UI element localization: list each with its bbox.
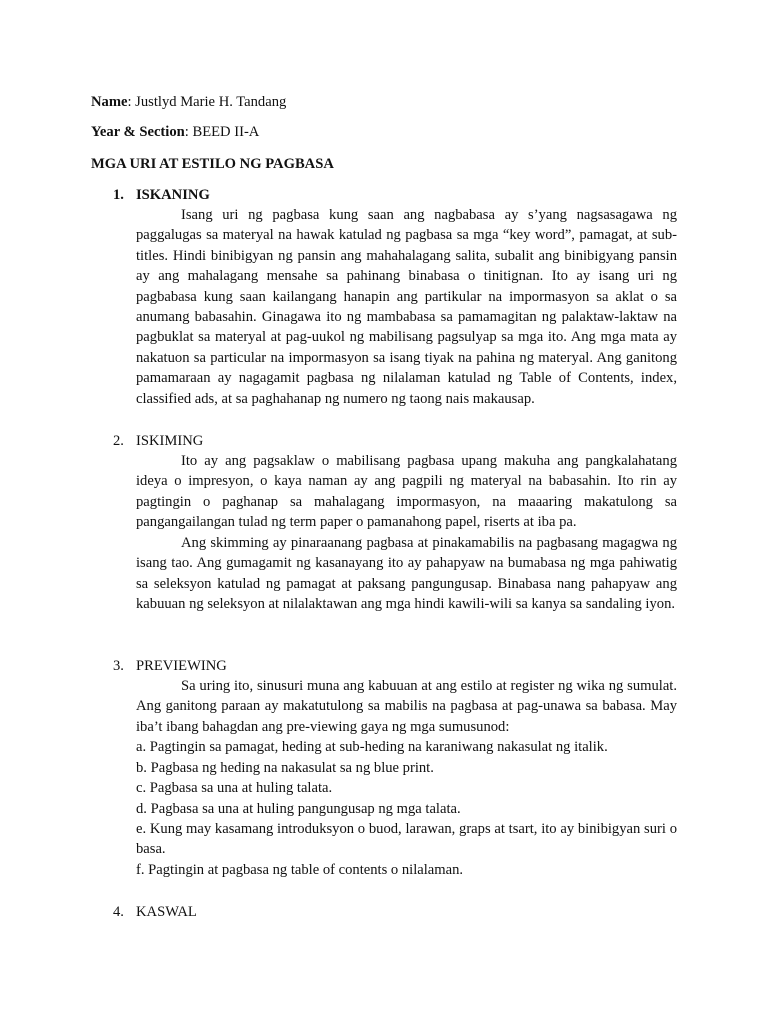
section-paragraph: Sa uring ito, sinusuri muna ang kabuuan at ang estilo at register ng wika ng sumulat. Ang ganitong paraan ay makatutulong sa mabilis na pagbasa at pag-unawa sa babasa. May iba’t ibang bahagdan ang pre-viewing gaya ng mga sumusunod: bbox=[136, 678, 677, 735]
name-label: Name bbox=[91, 94, 128, 110]
year-section-label: Year & Section bbox=[91, 124, 185, 140]
section-title-previewing: PREVIEWING bbox=[136, 658, 227, 674]
section-title-kaswal: KASWAL bbox=[136, 904, 197, 920]
section-title-iskiming: ISKIMING bbox=[136, 433, 204, 449]
year-section-value: : BEED II-A bbox=[184, 124, 260, 140]
year-section-line bbox=[91, 123, 259, 141]
list-item: e. Kung may kasamang introduksyon o buod, larawan, graps at tsart, ito ay binibigyan suri o basa. bbox=[136, 821, 677, 858]
section-number: 3. bbox=[113, 658, 124, 674]
list-item: a. Pagtingin sa pamagat, heding at sub-heding na karaniwang nakasulat ng italik. bbox=[136, 739, 608, 755]
section-paragraph: Ang skimming ay pinaraanang pagbasa at pinakamabilis na pagbasang magagwa ng isang tao. Ang gumagamit ng kasanayang ito ay pahapyaw na bumabasa ng mga pahiwatig sa seleksyon katulad ng pamagat at paksang pangungusap. Binabasa nang pahapyaw ang kabuuan ng seleksyon at nilalaktawan ang mga hindi kawili-wili sa kanya sa sandaling iyon. bbox=[136, 535, 677, 613]
section-number: 1. bbox=[113, 187, 124, 203]
list-item: c. Pagbasa sa una at huling talata. bbox=[136, 780, 333, 796]
section-paragraph: Ito ay ang pagsaklaw o mabilisang pagbasa upang makuha ang pangkalahatang ideya o impresyon, o kaya naman ay ang pagpili ng materyal na babasahin. Ito rin ay pagtingin o paghanap sa mahalagang impormasyon, na maaaring makatulong sa pangangailangan tulad ng term paper o pamanahong papel, riserts at iba pa. bbox=[136, 453, 677, 531]
name-value: : Justlyd Marie H. Tandang bbox=[127, 94, 287, 110]
section-number: 4. bbox=[113, 904, 124, 920]
section-title-iskaning: ISKANING bbox=[136, 187, 210, 203]
document-title: MGA URI AT ESTILO NG PAGBASA bbox=[91, 156, 334, 172]
list-item: b. Pagbasa ng heding na nakasulat sa ng blue print. bbox=[136, 760, 434, 776]
list-item: f. Pagtingin at pagbasa ng table of contents o nilalaman. bbox=[136, 862, 464, 878]
name-line bbox=[91, 93, 286, 111]
list-item: d. Pagbasa sa una at huling pangungusap ng mga talata. bbox=[136, 801, 461, 817]
section-number: 2. bbox=[113, 433, 124, 449]
section-paragraph: Isang uri ng pagbasa kung saan ang nagbabasa ay s’yang nagsasagawa ng paggalugas sa materyal na hawak katulad ng pagbasa sa mga “key word”, pamagat, at sub-titles. Hindi binibigyan ng pansin ang mahahalagang salita, subalit ang binibigyang pansin ay ang mahalagang mensahe sa pahinang binabasa o tinitignan. Ito ay isang uri ng pagbabasa kung saan kailangang hanapin ang partikular na impormasyon sa aklat o sa anumang babasahin. Ginagawa ito ng mambabasa sa pamamagitan ng palaktaw-laktaw na pagbuklat sa materyal at pag-uukol ng mabilisang pagsulyap sa mga ito. Ang mga mata ay nakatuon sa particular na impormasyon sa isang tiyak na pahina ng materyal. Ang ganitong pamamaraan ay nagagamit pagbasa ng nilalaman katulad ng Table of Contents, index, classified ads, at sa paghahanap ng numero ng taong nais makausap. bbox=[136, 207, 677, 407]
